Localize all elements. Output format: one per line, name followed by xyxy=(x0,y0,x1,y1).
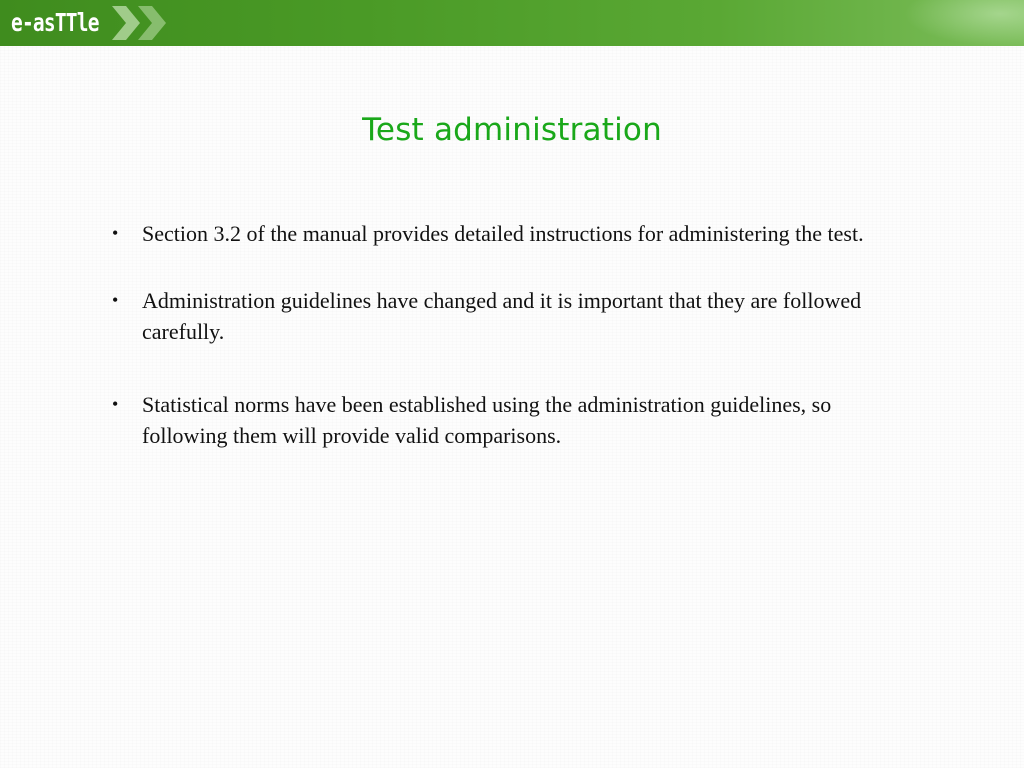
logo-text: e-asTTle xyxy=(11,8,99,37)
bullet-glyph: • xyxy=(112,290,119,310)
bullet-text: Statistical norms have been established using the administration guidelines, so following them will provide valid comparisons. xyxy=(142,392,832,448)
bullet-glyph: • xyxy=(112,223,119,243)
banner-glow xyxy=(904,0,1024,46)
bullet-item xyxy=(110,285,910,347)
double-chevron-right-icon xyxy=(108,3,174,43)
bullet-item xyxy=(110,218,910,249)
slide-title: Test administration xyxy=(362,112,662,148)
header-banner xyxy=(0,0,1024,46)
bullet-text: Section 3.2 of the manual provides detailed instructions for administering the test. xyxy=(142,221,864,246)
bullet-list xyxy=(110,218,910,451)
bullet-text: Administration guidelines have changed and it is important that they are followed carefully. xyxy=(142,288,862,344)
bullet-glyph: • xyxy=(112,394,119,414)
bullet-item xyxy=(110,389,910,451)
